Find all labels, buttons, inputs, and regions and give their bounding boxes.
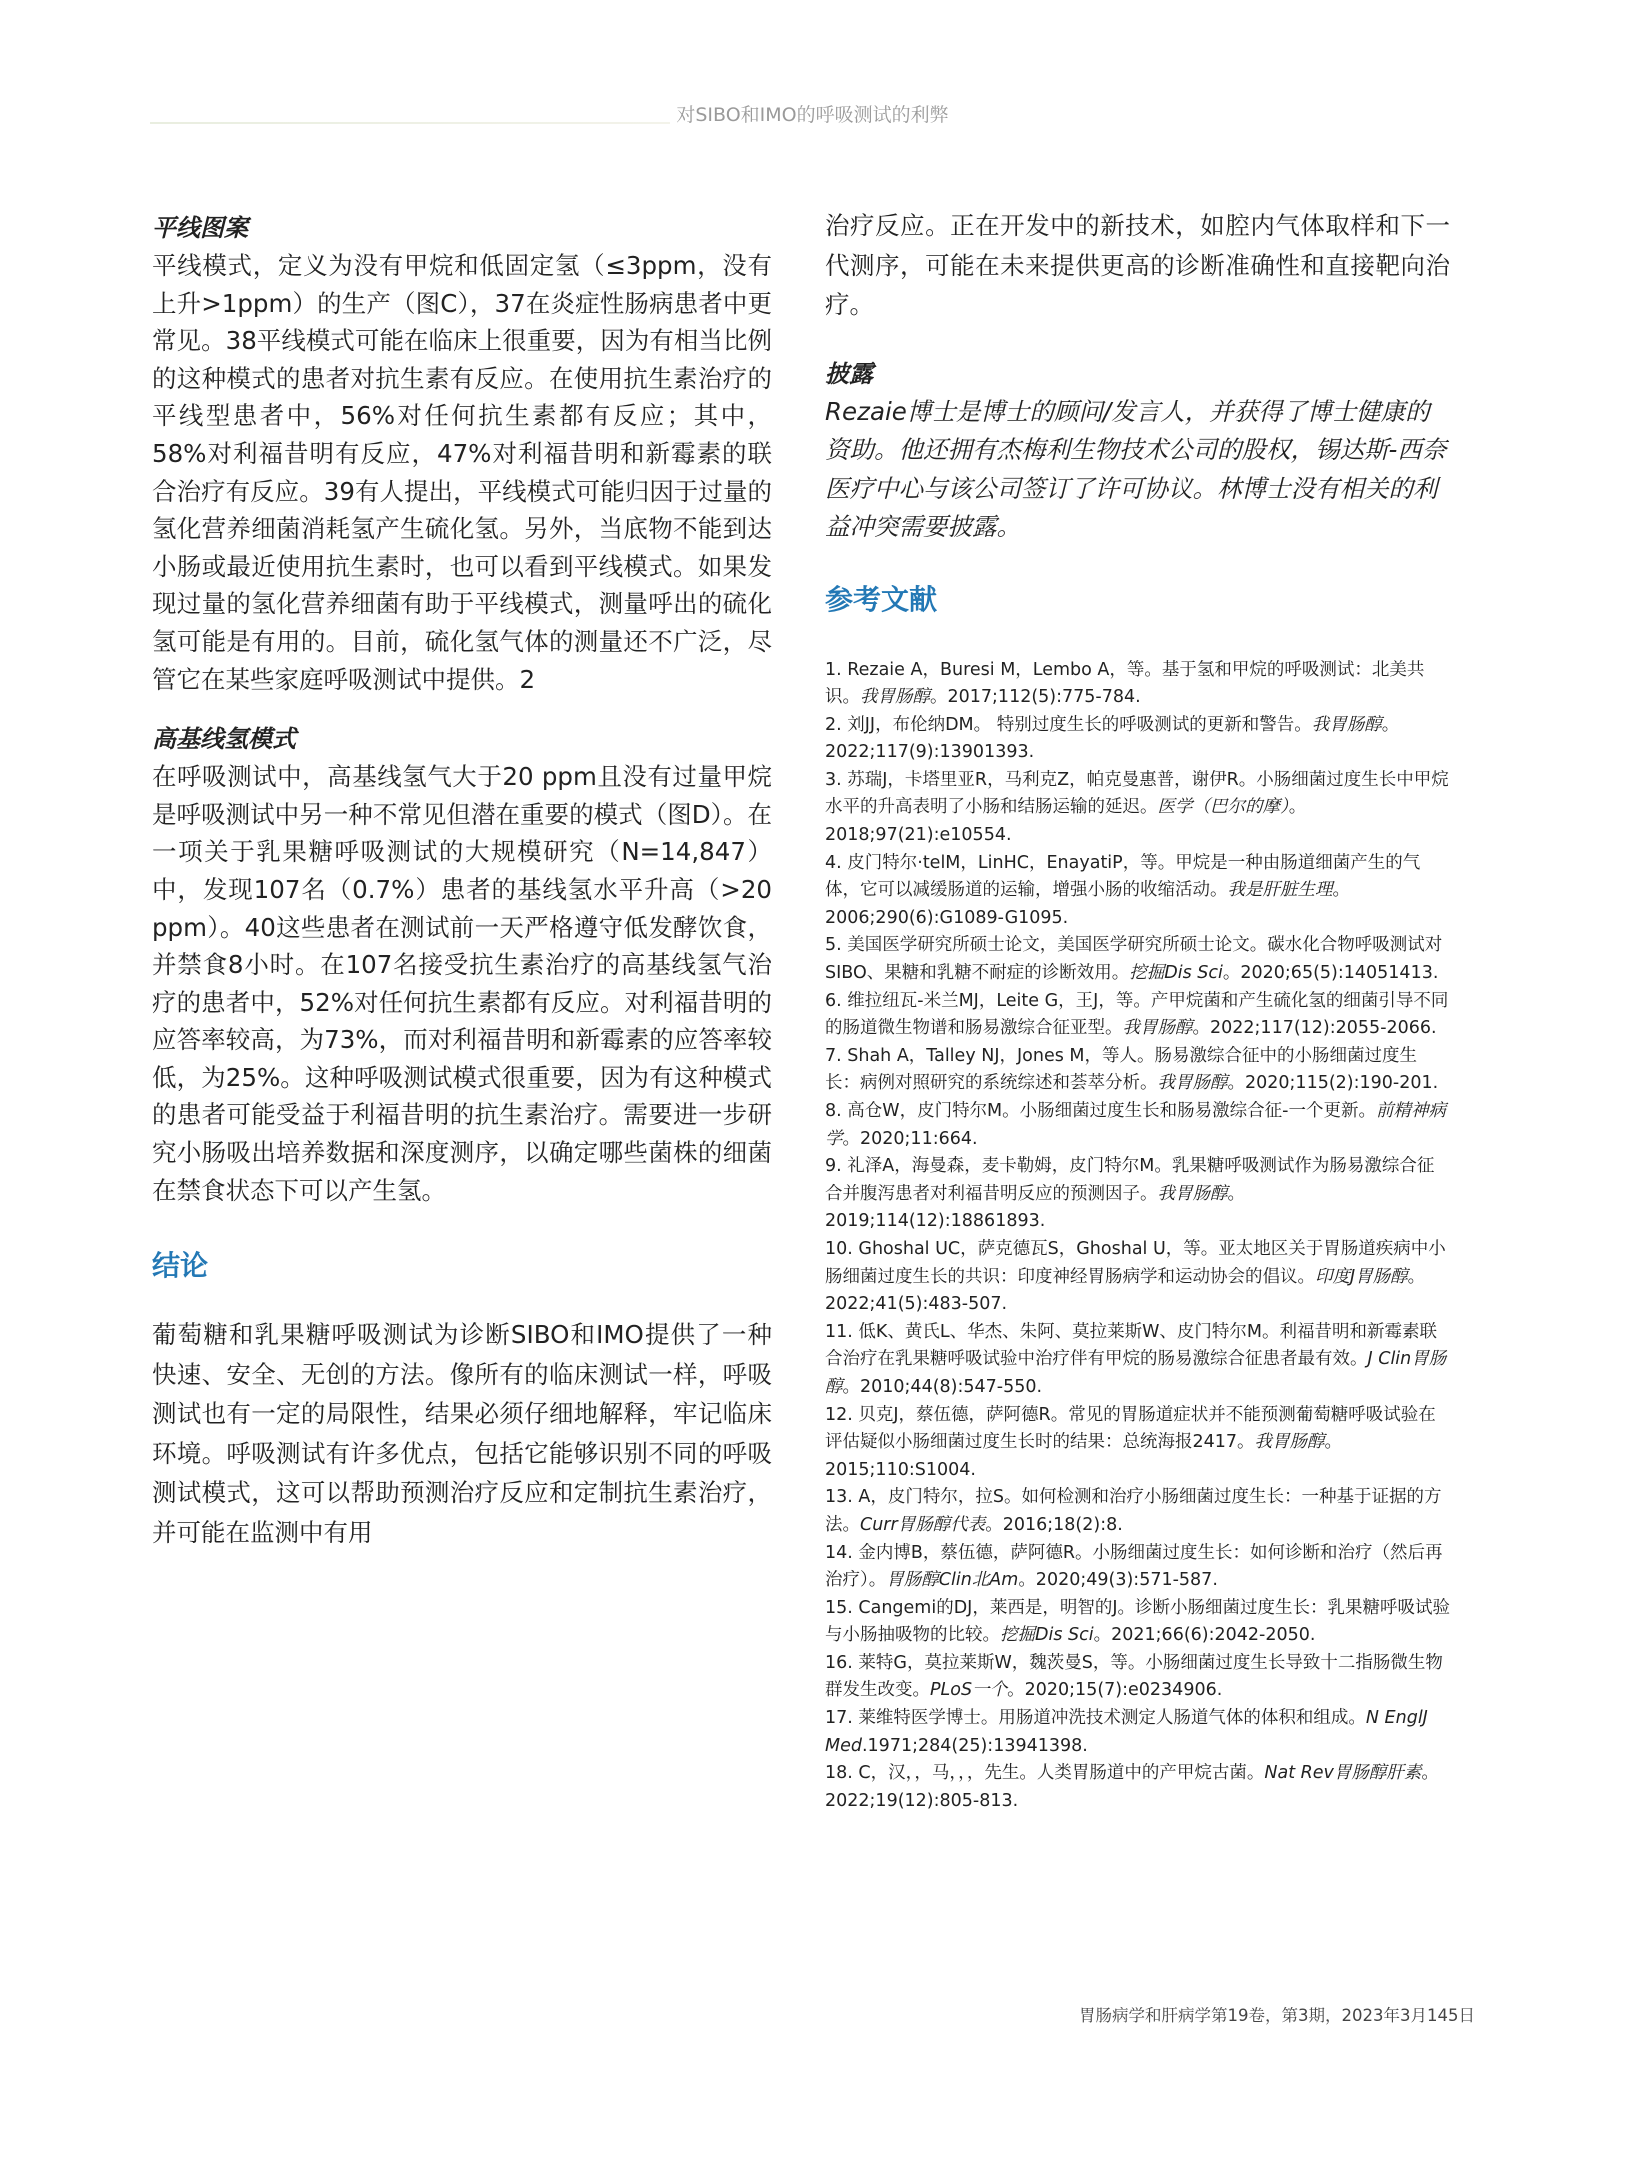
disclosure-heading: 披露	[825, 359, 873, 388]
reference-citation: 。2015;110:S1004.	[825, 1432, 1343, 1480]
high-baseline-heading: 高基线氢模式	[152, 725, 296, 754]
reference-text: 9. 礼泽A，海曼森，麦卡勒姆，皮门特尔M。乳果糖呼吸测试作为肠易激综合征合并腹泻患者对利福昔明反应的预测因子。	[825, 1156, 1435, 1204]
reference-item	[825, 767, 1450, 850]
reference-item	[825, 1153, 1450, 1236]
reference-text: 3. 苏瑞J，卡塔里亚R，马利克Z，帕克曼惠普，谢伊R。小肠细菌过度生长中甲烷水平的升高表明了小肠和结肠运输的延迟。	[825, 769, 1449, 818]
reference-item	[825, 1098, 1450, 1153]
reference-journal: N EnglJ Med	[825, 1708, 1428, 1756]
reference-journal: 我胃肠醇	[860, 687, 930, 708]
reference-list	[825, 657, 1450, 1816]
reference-text: 6. 维拉纽瓦-米兰MJ，Leite G，王J，等。产甲烷菌和产生硫化氢的细菌引导不同的肠道微生物谱和肠易激综合征亚型。	[825, 990, 1449, 1039]
conclusion-heading: 结论	[152, 1249, 209, 1283]
reference-journal: 胃肠醇Clin北Am	[886, 1570, 1019, 1591]
reference-item	[825, 1402, 1450, 1485]
flat-pattern-paragraph: 平线模式，定义为没有甲烷和低固定氢（≤3ppm，没有上升>1ppm）的生产（图C），37在炎症性肠病患者中更常见。38平线模式可能在临床上很重要，因为有相当比例的这种模式的患者对抗生素有反应。在使用抗生素治疗的平线型患者中，56%对任何抗生素都有反应；其中，58%对利福昔明有反应，47%对利福昔明和新霉素的联合治疗有反应。39有人提出，平线模式可能归因于过量的氢化营养细菌消耗氢产生硫化氢。另外，当底物不能到达小肠或最近使用抗生素时，也可以看到平线模式。如果发现过量的氢化营养细菌有助于平线模式，测量呼出的硫化氢可能是有用的。目前，硫化氢气体的测量还不广泛，尽管它在某些家庭呼吸测试中提供。2	[152, 251, 772, 694]
reference-journal: 医学（巴尔的摩）	[1157, 797, 1289, 818]
left-column	[152, 213, 772, 1552]
reference-item	[825, 1650, 1450, 1705]
reference-text: 13. A，皮门特尔，拉S。如何检测和治疗小肠细菌过度生长：一种基于证据的方法。	[825, 1487, 1442, 1535]
reference-text: 10. Ghoshal UC，萨克德瓦S，Ghoshal U，等。亚太地区关于胃肠道疾病中小肠细菌过度生长的共识：印度神经胃肠病学和运动协会的倡议。	[825, 1238, 1446, 1287]
reference-citation: 。2019;114(12):18861893.	[825, 1183, 1245, 1232]
reference-text: 4. 皮门特尔·telM，LinHC，EnayatiP，等。甲烷是一种由肠道细菌产生的气体，它可以减缓肠道的运输，增强小肠的收缩活动。	[825, 852, 1421, 901]
header-rule	[150, 122, 670, 124]
reference-text: 8. 高仓W，皮门特尔M。小肠细菌过度生长和肠易激综合征-一个更新。	[825, 1101, 1376, 1121]
reference-citation: 。2020;15(7):e0234906.	[1007, 1680, 1223, 1701]
reference-text: 16. 莱特G，莫拉莱斯W，魏茨曼S，等。小肠细菌过度生长导致十二指肠微生物群发生改变。	[825, 1652, 1443, 1701]
reference-citation: 。2020;65(5):14051413.	[1222, 963, 1439, 984]
reference-item	[825, 850, 1450, 933]
reference-citation: 。2010;44(8):547-550.	[842, 1376, 1043, 1397]
running-title: 对SIBO和IMO的呼吸测试的利弊	[676, 104, 949, 126]
reference-journal: 印度J胃肠醇	[1315, 1266, 1408, 1287]
reference-citation: 。2022;117(12):2055-2066.	[1192, 1018, 1437, 1039]
reference-journal: 我胃肠醇	[1122, 1018, 1193, 1039]
reference-item	[825, 657, 1450, 712]
reference-citation: .1971;284(25):13941398.	[861, 1735, 1088, 1756]
reference-text: 18. C，汉，，马，，，先生。人类胃肠道中的产甲烷古菌。	[825, 1763, 1265, 1784]
reference-item	[825, 932, 1450, 987]
reference-citation: 。2020;11:664.	[842, 1128, 978, 1149]
reference-journal: 挖掘Dis Sci	[1000, 1625, 1094, 1646]
reference-item	[825, 712, 1450, 767]
reference-citation: 。2020;49(3):571-587.	[1018, 1570, 1218, 1591]
reference-citation: 。2006;290(6):G1089-G1095.	[825, 880, 1350, 928]
reference-item	[825, 1595, 1450, 1650]
reference-journal: Curr胃肠醇代表	[860, 1514, 986, 1535]
reference-journal: J Clin胃肠醇	[825, 1349, 1447, 1397]
reference-item	[825, 1043, 1450, 1098]
reference-citation: 。2022;19(12):805-813.	[825, 1763, 1439, 1811]
reference-text: 15. Cangemi的DJ，莱西是，明智的J。诊断小肠细菌过度生长：乳果糖呼吸试验与小肠抽吸物的比较。	[825, 1597, 1451, 1646]
high-baseline-paragraph: 在呼吸测试中，高基线氢气大于20 ppm且没有过量甲烷是呼吸测试中另一种不常见但潜在重要的模式（图D）。在一项关于乳果糖呼吸测试的大规模研究（N=14,847）中，发现107名（0.7%）患者的基线氢水平升高（>20 ppm）。40这些患者在测试前一天严格遵守低发酵饮食，并禁食8小时。在107名接受抗生素治疗的高基线氢气治疗的患者中，52%对任何抗生素都有反应。对利福昔明的应答率较高，为73%，而对利福昔明和新霉素的应答率较低，为25%。这种呼吸测试模式很重要，因为有这种模式的患者可能受益于利福昔明的抗生素治疗。需要进一步研究小肠吸出培养数据和深度测序，以确定哪些菌株的细菌在禁食状态下可以产生氢。	[152, 762, 772, 1205]
reference-text: 12. 贝克J，蔡伍德，萨阿德R。常见的胃肠道症状并不能预测葡萄糖呼吸试验在评估疑似小肠细菌过度生长时的结果：总统海报2417。	[825, 1404, 1436, 1453]
reference-citation: 。2017;112(5):775-784.	[930, 687, 1141, 708]
reference-item	[825, 988, 1450, 1043]
reference-item	[825, 1236, 1450, 1319]
flat-pattern-heading: 平线图案	[152, 214, 248, 242]
reference-text: 7. Shah A，Talley NJ，Jones M，等人。肠易激综合征中的小肠细菌过度生长：病例对照研究的系统综述和荟萃分析。	[825, 1045, 1417, 1094]
reference-text: 2. 刘JJ，布伦纳DM。 特别过度生长的呼吸测试的更新和警告。	[825, 714, 1312, 735]
reference-citation: 。2020;115(2):190-201.	[1227, 1073, 1439, 1094]
reference-journal: 前精神病学	[825, 1101, 1446, 1149]
right-column	[825, 206, 1450, 1815]
reference-text: 11. 低K、黄氏L、华杰、朱阿、莫拉莱斯W、皮门特尔M。利福昔明和新霉素联合治疗在乳果糖呼吸试验中治疗伴有甲烷的肠易激综合征患者最有效。	[825, 1321, 1438, 1370]
reference-item	[825, 1484, 1450, 1539]
reference-journal: 我胃肠醇	[1157, 1073, 1228, 1094]
reference-journal: 挖掘Dis Sci	[1129, 963, 1223, 984]
reference-journal: 我胃肠醇	[1311, 714, 1382, 735]
reference-citation: 。2022;41(5):483-507.	[825, 1266, 1426, 1315]
reference-journal: Nat Rev胃肠醇肝素	[1264, 1763, 1422, 1784]
continued-paragraph: 治疗反应。正在开发中的新技术，如腔内气体取样和下一代测序，可能在未来提供更高的诊断准确性和直接靶向治疗。	[825, 211, 1450, 319]
disclosure-paragraph: Rezaie博士是博士的顾问/发言人，并获得了博士健康的资助。他还拥有杰梅利生物技术公司的股权，锡达斯-西奈医疗中心与该公司签订了许可协议。林博士没有相关的利益冲突需要披露。	[825, 396, 1447, 541]
reference-item	[825, 1760, 1450, 1815]
reference-journal: PLoS一个	[930, 1680, 1008, 1701]
reference-text: 17. 莱维特医学博士。用肠道冲洗技术测定人肠道气体的体积和组成。	[825, 1708, 1366, 1729]
reference-citation: 。2018;97(21):e10554.	[825, 797, 1307, 846]
reference-item	[825, 1540, 1450, 1595]
references-heading: 参考文献	[825, 582, 938, 616]
reference-journal: 我是肝脏生理	[1227, 880, 1333, 901]
reference-journal: 我胃肠醇	[1157, 1183, 1228, 1204]
reference-text: 1. Rezaie A，Buresi M，Lembo A，等。基于氢和甲烷的呼吸测试：北美共识。	[825, 659, 1425, 708]
reference-text: 14. 金内博B，蔡伍德，萨阿德R。小肠细菌过度生长：如何诊断和治疗（然后再治疗）。	[825, 1542, 1443, 1591]
reference-citation: 。2022;117(9):13901393.	[825, 714, 1400, 763]
conclusion-paragraph: 葡萄糖和乳果糖呼吸测试为诊断SIBO和IMO提供了一种快速、安全、无创的方法。像所有的临床测试一样，呼吸测试也有一定的局限性，结果必须仔细地解释，牢记临床环境。呼吸测试有许多优点，包括它能够识别不同的呼吸测试模式，这可以帮助预测治疗反应和定制抗生素治疗，并可能在监测中有用	[152, 1320, 772, 1547]
reference-item	[825, 1319, 1450, 1402]
footer-citation: 胃肠病学和肝病学第19卷，第3期，2023年3月145日	[1079, 2006, 1475, 2025]
reference-journal: 我胃肠醇	[1254, 1432, 1325, 1453]
reference-text: 5. 美国医学研究所硕士论文，美国医学研究所硕士论文。碳水化合物呼吸测试对SIBO、果糖和乳糖不耐症的诊断效用。	[825, 935, 1443, 984]
reference-citation: 。2021;66(6):2042-2050.	[1093, 1625, 1316, 1646]
reference-citation: 。2016;18(2):8.	[985, 1514, 1123, 1535]
reference-item	[825, 1705, 1450, 1760]
